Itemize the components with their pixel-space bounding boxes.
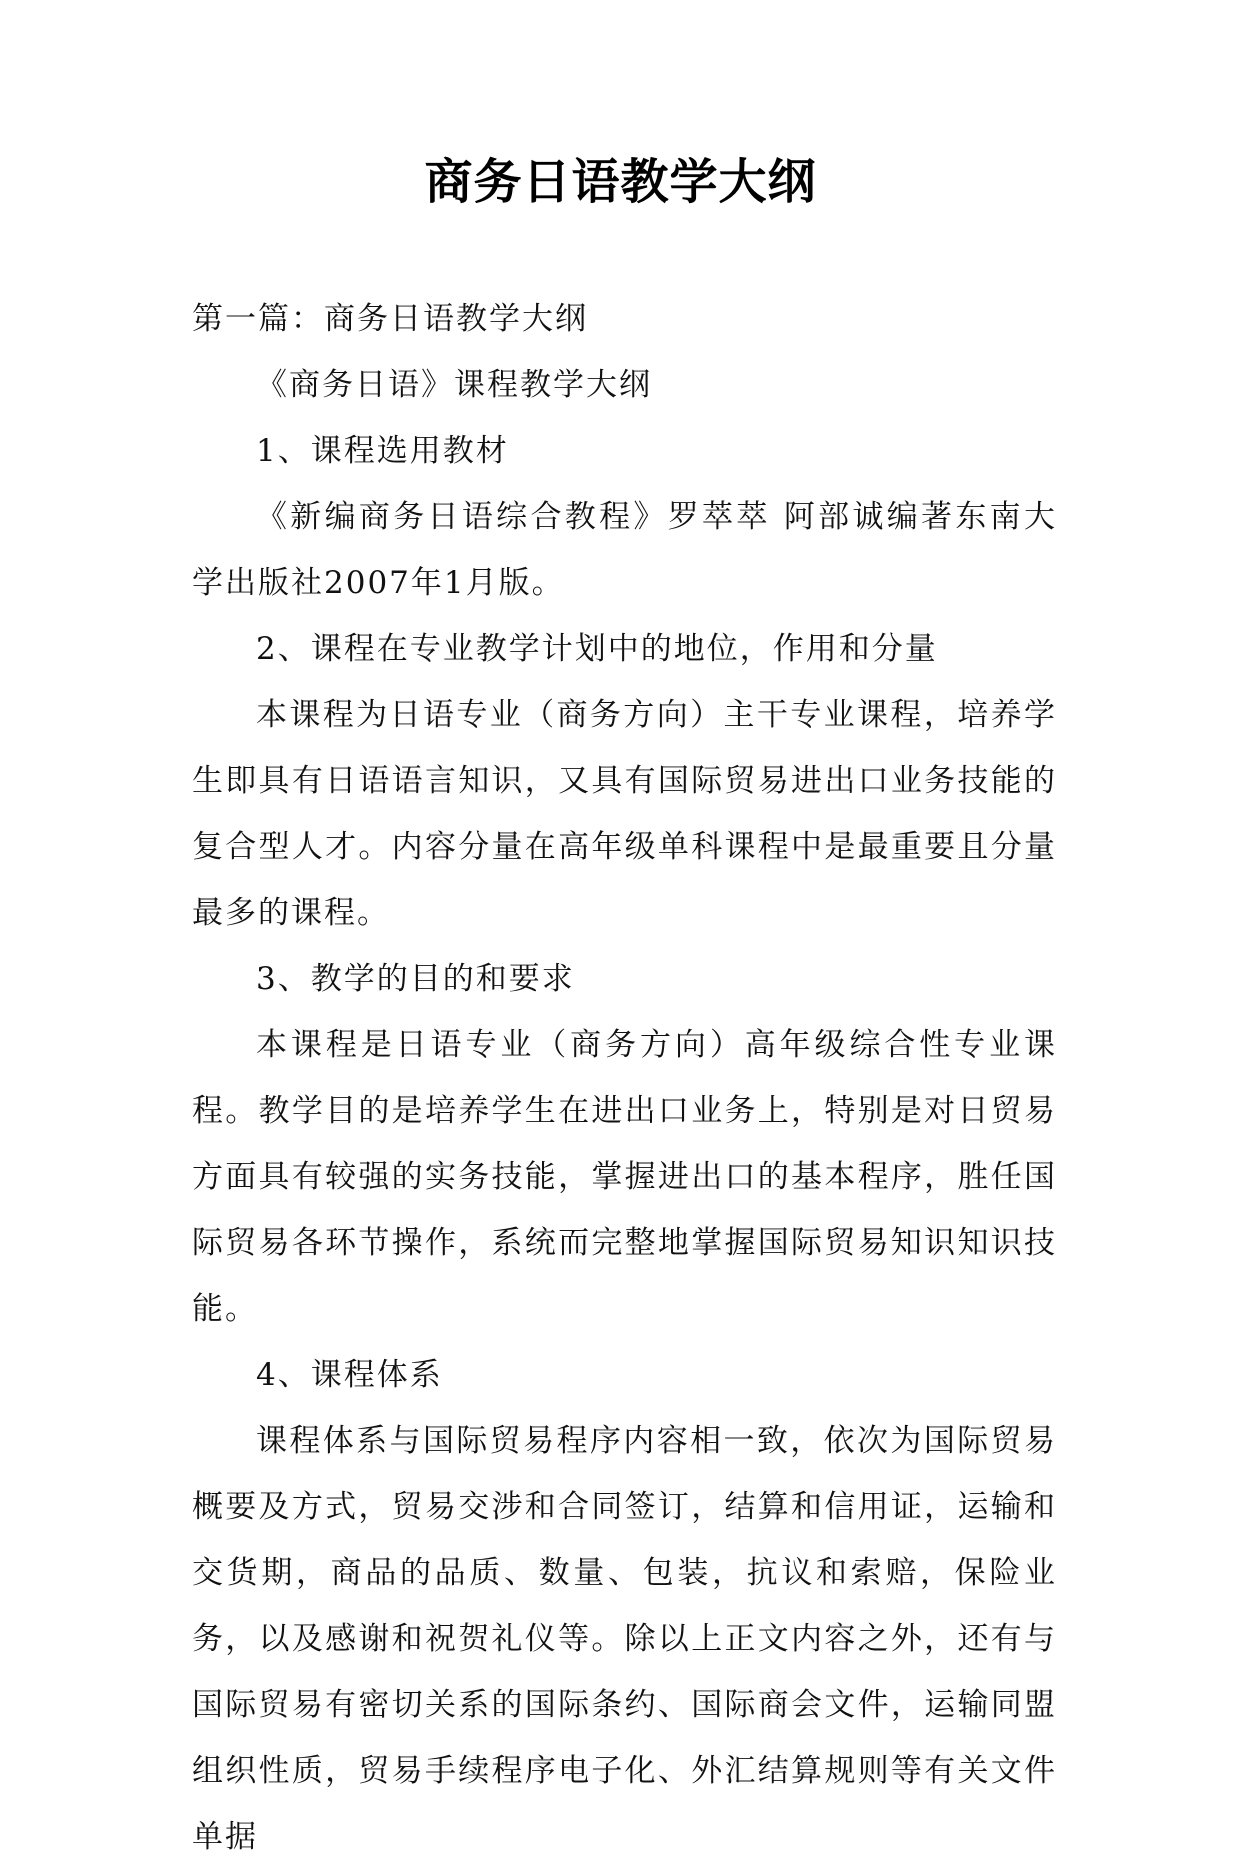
section-heading-textbook: 1、课程选用教材 (256, 433, 509, 469)
paragraph-syllabus-title: 《商务日语》课程教学大纲 (256, 367, 652, 403)
paragraph-status: 本课程为日语专业（商务方向）主干专业课程，培养学生即具有日语语言知识，又具有国际贸易进出口业务技能的复合型人才。内容分量在高年级单科课程中是最重要且分量最多的课程。 (192, 697, 1057, 931)
paragraph-objectives: 本课程是日语专业（商务方向）高年级综合性专业课程。教学目的是培养学生在进出口业务上，特别是对日贸易方面具有较强的实务技能，掌握进出口的基本程序，胜任国际贸易各环节操作，系统而完整地掌握国际贸易知识知识技能。 (192, 1027, 1057, 1327)
document-title: 商务日语教学大纲 (424, 154, 817, 210)
document-body (192, 286, 1057, 1870)
section-heading-status: 2、课程在专业教学计划中的地位，作用和分量 (256, 631, 938, 667)
section-heading-course-system: 4、课程体系 (256, 1357, 443, 1393)
paragraph-course-system: 课程体系与国际贸易程序内容相一致，依次为国际贸易概要及方式，贸易交涉和合同签订，结算和信用证，运输和交货期，商品的品质、数量、包装，抗议和索赔，保险业务，以及感谢和祝贺礼仪等。除以上正文内容之外，还有与国际贸易有密切关系的国际条约、国际商会文件，运输同盟组织性质，贸易手续程序电子化、外汇结算规则等有关文件单据 (192, 1423, 1057, 1855)
section-heading-objectives: 3、教学的目的和要求 (256, 961, 575, 997)
paragraph-chapter-heading: 第一篇：商务日语教学大纲 (192, 301, 588, 337)
paragraph-textbook: 《新编商务日语综合教程》罗萃萃 阿部诚编著东南大学出版社2007年1月版。 (192, 499, 1057, 601)
